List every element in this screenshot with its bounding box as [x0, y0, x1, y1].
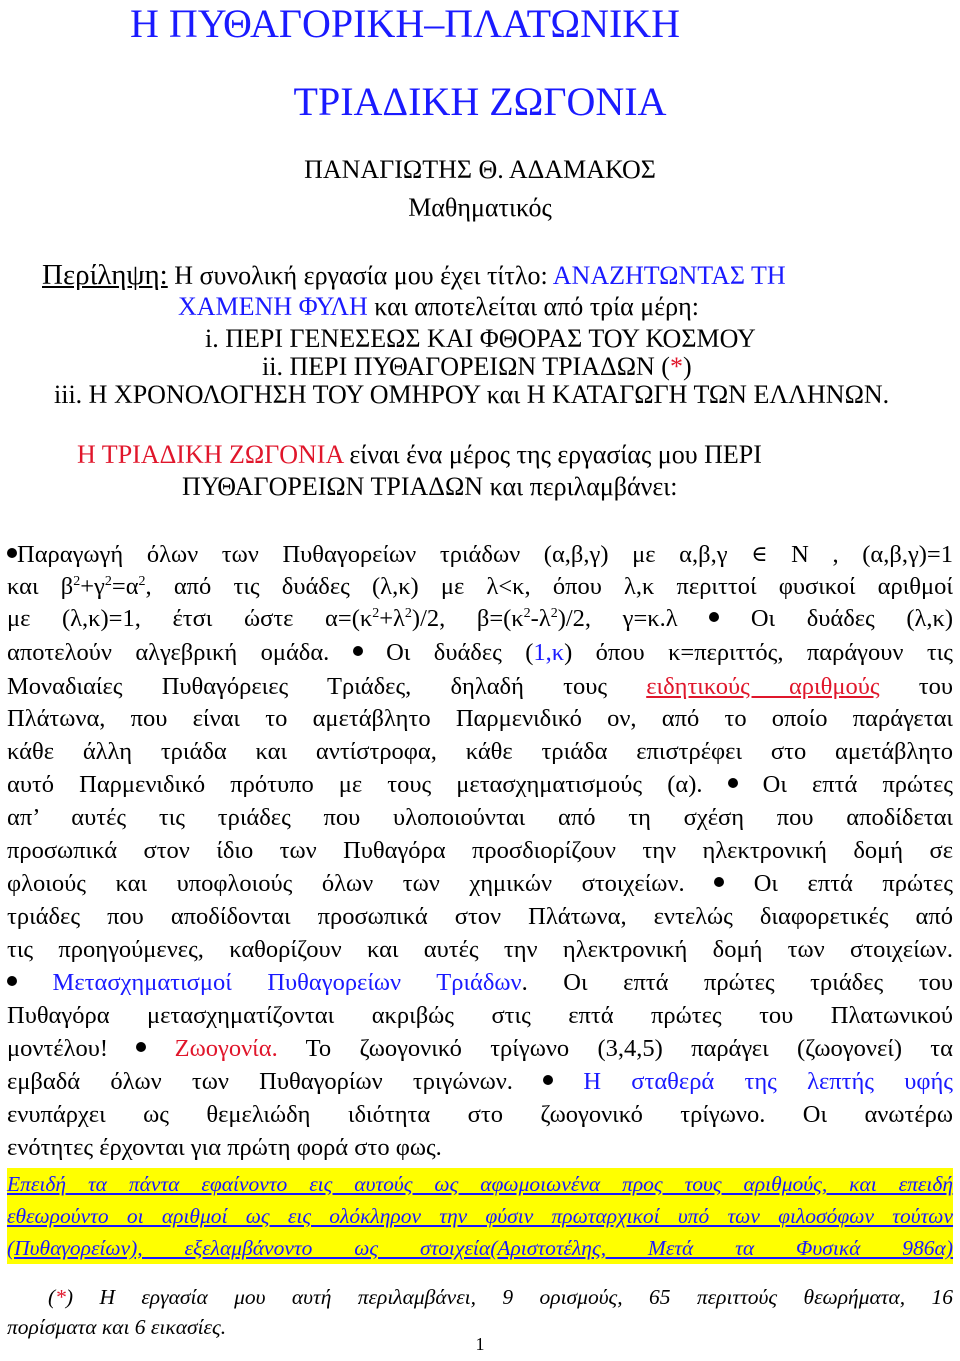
bullet-icon — [7, 976, 17, 986]
summary-part-2: ii. ΠΕΡΙ ΠΥΘΑΓΟΡΕΙΩΝ ΤΡΙΑΔΩΝ (*) — [262, 352, 692, 381]
footnote-star: * — [55, 1285, 66, 1309]
body-line-3: με (λ,κ)=1, έτσι ώστε $\alpha=(\kappa^2+\lambda^2)/2$, $\beta=(\kappa^2-\lambda^2)/2$, γ=κ.λ Οι δυάδες (λ,κ) — [7, 605, 954, 632]
work-title: ΑΝΑΖΗΤΩΝΤΑΣ ΤΗ — [552, 261, 786, 290]
body-line-8: αυτό Παρμενιδικό πρότυπο με τους μετασχηματισμούς (α). Οι επτά πρώτες — [7, 771, 953, 798]
body-line-18: ενυπάρχει ως θεμελιώδη ιδιότητα στο ζωογονικό τρίγωνο. Οι ανωτέρω — [7, 1101, 953, 1128]
body-line-10: προσωπικά στον ίδιο των Πυθαγόρα προσδιορίζουν την ηλεκτρονική δομή σε — [7, 837, 953, 864]
summary-line-2: ΧΑΜΕΝΗ ΦΥΛΗ και αποτελείται από τρία μέρη: — [178, 292, 699, 321]
bullet-icon — [136, 1042, 146, 1052]
body-line-13: τις προηγούμενες, καθορίζουν και αυτές την ηλεκτρονική δομή των στοιχείων. — [7, 936, 953, 963]
quote-line-1: Επειδή τα πάντα εφαίνοντο εις αυτούς ως αφωμοιωνένα προς τους αριθμούς, και επειδή — [7, 1172, 953, 1196]
summary-lead-1: Η ΤΡΙΑΔΙΚΗ ΖΩΓΟΝΙΑ είναι ένα μέρος της εργασίας μου ΠΕΡΙ — [77, 440, 762, 469]
title-line-2: ΤΡΙΑΔΙΚΗ ΖΩΓΟΝΙΑ — [293, 79, 667, 124]
body-line-2: και $\beta^2+\gamma^2=\alpha^2$, από τις δυάδες (λ,κ) με λ<κ, όπου λ,κ περιττοί φυσικοί αριθμοί — [7, 573, 954, 600]
body-line-17: εμβαδά όλων των Πυθαγορίων τριγώνων. Η σταθερά της λεπτής υφής — [7, 1068, 953, 1095]
body-line-7: κάθε άλλη τριάδα και αντίστροφα, κάθε τριάδα επιστρέφει στο αμετάβλητο — [7, 738, 953, 765]
body-line-19: ενότητες έρχονται για πρώτη φορά στο φως. — [7, 1134, 442, 1161]
page-number: 1 — [475, 1334, 485, 1354]
quote-line-2: εθεωρούντο οι αριθμοί ως εις ολόκληρον την φύσιν πρωταρχικοί υπό των φιλοσόφων τούτων — [7, 1204, 953, 1228]
bullet-icon — [353, 646, 363, 656]
summary-lead-2: ΠΥΘΑΓΟΡΕΙΩΝ ΤΡΙΑΔΩΝ και περιλαμβάνει: — [182, 472, 678, 501]
body-line-4: αποτελούν αλγεβρική ομάδα. Οι δυάδες (1,κ) όπου κ=περιττός, παράγουν τις — [7, 639, 953, 666]
bullet-icon — [709, 612, 719, 622]
body-line-16: μοντέλου! Ζωογονία. Το ζωογονικό τρίγωνο (3,4,5) παράγει (ζωογονεί) τα — [7, 1035, 953, 1062]
bullet-icon — [714, 877, 724, 887]
element-of-icon: ∈ — [751, 541, 768, 566]
footnote-line-2: πορίσματα και 6 εικασίες. — [7, 1315, 227, 1339]
body-line-9: απ’ αυτές τις τριάδες που υλοποιούνται από τη σχέση που αποδίδεται — [7, 804, 953, 831]
bullet-icon — [728, 778, 738, 788]
body-line-11: φλοιούς και υποφλοιούς όλων των χημικών στοιχείων. Οι επτά πρώτες — [7, 870, 953, 897]
summary-part-3: iii. Η ΧΡΟΝΟΛΟΓΗΣΗ ΤΟΥ ΟΜΗΡΟΥ και Η ΚΑΤΑΓΩΓΗ ΤΩΝ ΕΛΛΗΝΩΝ. — [54, 380, 890, 409]
body-line-6: Πλάτωνα, που είναι το αμετάβλητο Παρμενιδικό ον, από το οποίο παράγεται — [7, 705, 953, 732]
summary-part-1: i. ΠΕΡΙ ΓΕΝΕΣΕΩΣ ΚΑΙ ΦΘΟΡΑΣ ΤΟΥ ΚΟΣΜΟΥ — [205, 324, 756, 353]
quote-line-3: (Πυθαγορείων), εξελαμβάνοντο ως στοιχεία(Αριστοτέλης, Μετά τα Φυσικά 986α) — [7, 1236, 953, 1260]
body-line-15: Πυθαγόρα μετασχηματίζονται ακριβώς στις επτά πρώτες του Πλατωνικού — [7, 1002, 953, 1029]
footnote-line-1: (*) Η εργασία μου αυτή περιλαμβάνει, 9 ορισμούς, 65 περιττούς θεωρήματα, 16 — [48, 1285, 953, 1309]
summary-line-1: Περίληψη: Η συνολική εργασία μου έχει τίτλο: ΑΝΑΖΗΤΩΝΤΑΣ ΤΗ — [42, 259, 786, 291]
bullet-icon — [543, 1075, 553, 1085]
title-line-1: Η ΠΥΘΑΓΟΡΙΚΗ–ΠΛΑΤΩΝΙΚΗ — [129, 1, 681, 46]
body-line-1: Παραγωγή όλων των Πυθαγορείων τριάδων (α,β,γ) με α,β,γ ∈ N , (α,β,γ)=1 — [7, 540, 953, 570]
body-line-14: Μετασχηματισμοί Πυθαγορείων Τριάδων. Οι επτά πρώτες τριάδες του — [7, 968, 953, 998]
author-role: Μαθηματικός — [408, 193, 552, 222]
summary-heading: Περίληψη: — [42, 259, 168, 291]
author-name: ΠΑΝΑΓΙΩΤΗΣ Θ. ΑΔΑΜΑΚΟΣ — [304, 155, 656, 184]
body-line-12: τριάδες που αποδίδονται προσωπικά στον Πλάτωνα, εντελώς διαφορετικές από — [7, 903, 953, 930]
body-line-5: Μοναδιαίες Πυθαγόρειες Τριάδες, δηλαδή τους ειδητικούς αριθμούς του — [7, 673, 954, 700]
bullet-icon — [7, 548, 17, 558]
